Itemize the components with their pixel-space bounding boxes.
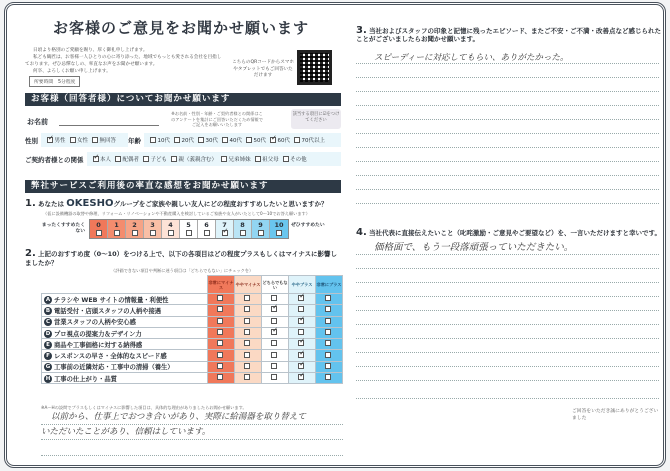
checkbox[interactable]	[186, 230, 192, 236]
checkbox[interactable]	[244, 318, 250, 324]
checkbox[interactable]	[325, 340, 331, 346]
relation-option[interactable]: 配偶者	[115, 155, 139, 163]
letter-icon: H	[45, 375, 51, 382]
relation-option[interactable]: 兄弟姉妹	[221, 155, 251, 163]
q3-title: 3. 当社およびスタッフの印象と記憶に残ったエピソード、またご不安・ご不満・改善点など感じられたことがございましたらお聞かせ願います。	[356, 25, 661, 43]
name-label: お名前	[27, 118, 48, 126]
checkbox[interactable]	[171, 156, 177, 162]
answer-dotted-line	[356, 105, 659, 106]
answer-dotted-line	[356, 133, 659, 134]
checkbox[interactable]	[298, 340, 304, 346]
answer-dotted-line	[356, 189, 659, 190]
check-hint: 該当する項目に☑をつけてください	[291, 109, 341, 129]
checkbox[interactable]	[325, 374, 331, 380]
checkbox[interactable]	[298, 318, 304, 324]
answer-dotted-line	[356, 398, 659, 399]
checkbox[interactable]	[221, 156, 227, 162]
checkbox[interactable]	[244, 329, 250, 335]
checkbox[interactable]	[246, 137, 252, 143]
gender-age-row	[25, 133, 341, 147]
gender-option[interactable]: ✓ 男性	[47, 136, 66, 144]
answer-dotted-line	[356, 175, 659, 176]
page-title: お客様のご意見をお聞かせ願います	[52, 19, 309, 37]
answer-dotted-line	[356, 268, 659, 269]
scale-option[interactable]: 6	[198, 220, 216, 238]
table-row: A チラシや WEB サイトの情報量・利便性 ✓	[42, 294, 343, 305]
q2-note: ※A〜Hの設問でプラスもしくはマイナスに影響した項目は、具体的な理由がありましたらお聞かせ願います。	[41, 405, 247, 410]
table-row: F レスポンスの早さ・全体的なスピード感 ✓	[42, 350, 343, 361]
thanks-note: ご回答をいただき誠にありがとうございました	[572, 409, 659, 421]
col-neutral: どちらでもない	[262, 276, 289, 294]
checkbox[interactable]	[150, 230, 156, 236]
answer-dotted-line	[356, 296, 659, 297]
time-required-badge: 所要時間 5分程度	[29, 76, 80, 87]
checkbox[interactable]	[271, 374, 277, 380]
intro-text	[25, 47, 225, 75]
checkbox[interactable]	[298, 363, 304, 369]
checkbox[interactable]	[244, 306, 250, 312]
relation-option[interactable]: 子ども	[143, 155, 167, 163]
relation-option[interactable]: 親（義親含む）	[171, 155, 217, 163]
answer-dotted-line	[356, 147, 659, 148]
checkbox[interactable]	[325, 295, 331, 301]
scale-option[interactable]: 5	[180, 220, 198, 238]
answer-dotted-line	[356, 203, 659, 204]
checkbox[interactable]	[298, 329, 304, 335]
checkbox[interactable]	[271, 329, 277, 335]
relation-option[interactable]: その他	[283, 155, 307, 163]
age-option[interactable]: 10代	[150, 136, 170, 144]
checkbox[interactable]	[47, 137, 53, 143]
q2-answer-line: 以前から、仕事上でおつき合いがあり、実際に給湯器を取り替えて	[51, 412, 306, 422]
answer-dotted-line	[356, 352, 659, 353]
scale-right-label: ぜひすすめたい	[291, 223, 325, 228]
checkbox[interactable]	[294, 137, 300, 143]
checkbox[interactable]	[217, 329, 223, 335]
table-row: G 工事前の近隣対応・工事中の清掃（養生） ✓	[42, 361, 343, 372]
checkbox[interactable]	[217, 295, 223, 301]
relation-row	[25, 152, 341, 166]
checkbox[interactable]	[70, 137, 76, 143]
checkbox[interactable]	[325, 318, 331, 324]
answer-dotted-line	[356, 254, 659, 255]
q2-subtitle: （評価できない項目や判断に迷う項目は「どちらでもない」にチェックを）	[111, 268, 254, 273]
checkbox[interactable]	[270, 137, 276, 143]
checkbox[interactable]	[115, 156, 121, 162]
letter-icon: G	[45, 364, 51, 371]
answer-dotted-line	[356, 380, 659, 381]
table-row: E 商品や工事価格に対する納得感 ✓	[42, 339, 343, 350]
answer-dotted-line	[356, 310, 659, 311]
checkbox[interactable]	[168, 230, 174, 236]
col-very-negative: 非常にマイナス	[208, 276, 235, 294]
intro-line: 何卒、よろしくお願い申し上げます。	[33, 69, 111, 74]
answer-dotted-line	[41, 455, 343, 456]
age-option[interactable]: 20代	[174, 136, 194, 144]
checkbox[interactable]	[198, 137, 204, 143]
checkbox[interactable]	[325, 352, 331, 358]
q1-title: 1. あなたは OKESHOグループをご家族や親しい友人にどの程度おすすめしたいと思いますか？	[25, 198, 328, 209]
checkbox[interactable]	[271, 340, 277, 346]
letter-icon: E	[44, 341, 52, 349]
checkbox[interactable]	[93, 156, 99, 162]
checkbox[interactable]	[276, 230, 282, 236]
table-row: B 電話受付・店頭スタッフの人柄や接遇 ✓	[42, 305, 343, 316]
checkbox[interactable]	[283, 156, 289, 162]
answer-dotted-line	[41, 439, 343, 440]
answer-dotted-line	[356, 282, 659, 283]
age-option[interactable]: 40代	[222, 136, 242, 144]
relation-option[interactable]: ✓ 本人	[93, 155, 112, 163]
checkbox[interactable]	[271, 352, 277, 358]
left-column	[21, 5, 341, 465]
answer-dotted-line	[356, 119, 659, 120]
col-somewhat-negative: ややマイナス	[235, 276, 262, 294]
checkbox[interactable]	[96, 230, 102, 236]
checkbox[interactable]	[244, 374, 250, 380]
service-section-heading: 弊社サービスご利用後の率直な感想をお聞かせ願います	[25, 180, 341, 193]
customer-section-heading: お客様（回答者様）についてお聞かせ願います	[25, 93, 341, 106]
checkbox[interactable]	[217, 306, 223, 312]
age-option[interactable]: 70代以上	[294, 136, 325, 144]
checkbox[interactable]	[271, 363, 277, 369]
checkbox[interactable]	[217, 340, 223, 346]
scale-option[interactable]: 1	[108, 220, 126, 238]
checkbox[interactable]	[325, 329, 331, 335]
answer-dotted-line	[356, 366, 659, 367]
checkbox[interactable]	[114, 230, 120, 236]
checkbox[interactable]	[244, 363, 250, 369]
age-option[interactable]: 50代	[246, 136, 266, 144]
q2-answer-line: いただいたことがあり、信頼はしています。	[41, 427, 211, 437]
checkbox[interactable]	[298, 352, 304, 358]
table-row: C 営業スタッフの人柄や安心感 ✓	[42, 316, 343, 327]
scale-left-label: まったくすすめたくない	[41, 223, 85, 234]
q4-title: 4. 当社代表に直接伝えたいこと（叱咤激励・ご意見やご要望など）を、一言いただけますと幸いです。	[356, 227, 662, 238]
checkbox[interactable]	[240, 230, 246, 236]
checkbox[interactable]	[217, 352, 223, 358]
survey-sheet	[4, 2, 666, 468]
checkbox[interactable]	[150, 137, 156, 143]
checkbox[interactable]	[204, 230, 210, 236]
checkbox[interactable]	[258, 230, 264, 236]
checkbox[interactable]	[325, 306, 331, 312]
scale-option[interactable]: 10	[270, 220, 288, 238]
checkbox[interactable]	[244, 352, 250, 358]
scale-option[interactable]: 8	[234, 220, 252, 238]
q3-answer[interactable]: スピーディーに対応してもらい、ありがたかった。	[374, 53, 569, 63]
scale-option[interactable]: 2	[126, 220, 144, 238]
scale-option[interactable]: 4	[162, 220, 180, 238]
scale-option[interactable]: 3	[144, 220, 162, 238]
qr-note: こちらのQRコードからスマホやタブレットでもご回答いただけます	[232, 60, 294, 78]
answer-dotted-line	[356, 91, 659, 92]
privacy-note: ※お名前・性別・年齢・ご契約者様との関係はこのアンケートを集計にご回答いただくため情報でご記入をお願いいたします	[171, 111, 263, 127]
table-row: D プロ視点の提案力＆デザイン力 ✓	[42, 327, 343, 338]
checkbox[interactable]	[244, 340, 250, 346]
relation-label: ご契約者様との関係	[25, 152, 87, 166]
checkbox[interactable]	[222, 137, 228, 143]
letter-icon: D	[45, 330, 51, 337]
letter-icon: B	[45, 307, 51, 314]
letter-icon: C	[45, 319, 51, 326]
checkbox[interactable]	[255, 156, 261, 162]
relation-option[interactable]: 祖父母	[255, 155, 279, 163]
gender-option[interactable]: 無回答	[92, 136, 116, 144]
q1-subtitle: （仮に設備機器の取替や修理、リフォーム・リノベーションや不動産購入を検討しているご家族や友人がいたとして0〜10でお答え願います）	[43, 211, 310, 216]
checkbox[interactable]	[298, 295, 304, 301]
checkbox[interactable]	[143, 156, 149, 162]
checkbox[interactable]	[271, 295, 277, 301]
gender-label: 性別	[25, 133, 41, 147]
checkbox[interactable]	[222, 230, 228, 236]
intro-line: 日頃より格別のご愛顧を賜り、厚く御礼申し上げます。	[33, 48, 148, 53]
answer-dotted-line	[356, 77, 659, 78]
col-very-positive: 非常にプラス	[316, 276, 343, 294]
checkbox[interactable]	[132, 230, 138, 236]
checkbox[interactable]	[217, 374, 223, 380]
checkbox[interactable]	[92, 137, 98, 143]
checkbox[interactable]	[244, 295, 250, 301]
brand-name: OKESHO	[66, 198, 114, 209]
q4-answer[interactable]: 価格面で、もう一段落頑張っていただきたい。	[374, 242, 574, 253]
answer-dotted-line	[356, 324, 659, 325]
checkbox[interactable]	[271, 318, 277, 324]
scale-option-selected[interactable]: 7 ✓	[216, 220, 234, 238]
answer-dotted-line	[356, 63, 659, 64]
right-column	[352, 5, 662, 465]
answer-dotted-line	[356, 338, 659, 339]
letter-icon: A	[45, 296, 51, 303]
checkbox[interactable]	[174, 137, 180, 143]
letter-icon: F	[44, 352, 52, 360]
grid-header	[42, 276, 343, 294]
checkbox[interactable]	[217, 363, 223, 369]
checkbox[interactable]	[298, 306, 304, 312]
age-option[interactable]: 30代	[198, 136, 218, 144]
table-row: H 工事の仕上がり・品質 ✓	[42, 373, 343, 384]
intro-line: 私ども鶴匠は、お客様一人ひとりの心に寄り添った、地域でもっとも愛される会社を目指しております。ぜひ忌憚なしの、率直なお声をお聞かせ願います。	[25, 55, 222, 67]
recommend-scale	[89, 219, 289, 239]
scale-option[interactable]: 9	[252, 220, 270, 238]
age-label: 年齢	[128, 133, 144, 147]
col-somewhat-positive: ややプラス	[289, 276, 316, 294]
gender-option[interactable]: 女性	[70, 136, 89, 144]
qr-code-icon[interactable]	[297, 50, 332, 85]
checkbox[interactable]	[298, 374, 304, 380]
impact-grid	[41, 275, 343, 384]
q2-title: 2. 上記のおすすめ度（0〜10）をつける上で、以下の各項目はどの程度プラスもしくはマイナスに影響しましたか？	[25, 248, 337, 267]
age-option[interactable]: ✓ 60代	[270, 136, 290, 144]
name-field[interactable]	[59, 125, 159, 126]
scale-option[interactable]: 0	[90, 220, 108, 238]
checkbox[interactable]	[271, 306, 277, 312]
checkbox[interactable]	[325, 363, 331, 369]
answer-dotted-line	[356, 161, 659, 162]
checkbox[interactable]	[217, 318, 223, 324]
